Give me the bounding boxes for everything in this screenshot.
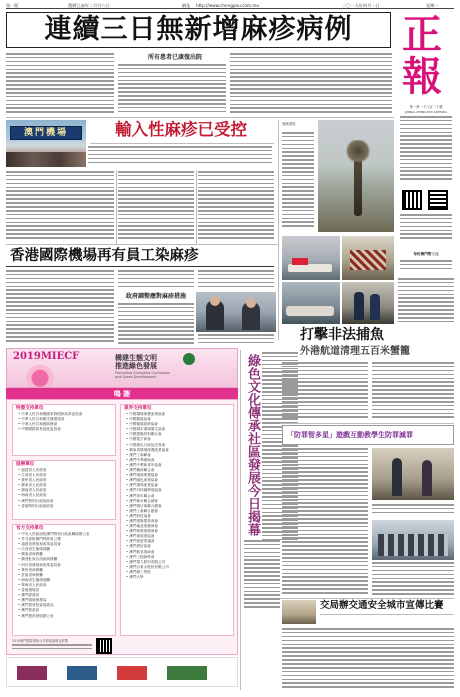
sponsor-item: • 澳門廠商聯合會 xyxy=(126,468,155,473)
sponsor-item: • 澳門街坊會聯合總會 xyxy=(126,503,162,508)
sponsor-item: • 四川省發展和改革委員會 xyxy=(18,562,61,567)
thanks-bar xyxy=(6,388,238,399)
sponsor-item: • 香港特別行政區政府 xyxy=(18,503,54,508)
section-official-title: 官方支持單位 xyxy=(16,526,44,531)
officers-photo xyxy=(342,282,394,324)
sponsor-item: • 貴州省人民政府 xyxy=(18,478,47,483)
section-industry-title: 業界支持單位 xyxy=(124,406,152,411)
airport-sign-text: 澳門機場 xyxy=(23,128,68,138)
issue-date: 二〇一九年四月一日 xyxy=(342,3,380,8)
miecf-logo: 2019MIECF xyxy=(13,351,80,362)
sponsor-item: • 江西省生態環境廳 xyxy=(18,547,51,552)
stem-photo-top xyxy=(372,448,454,500)
official-section xyxy=(12,524,116,636)
sponsor-item: • 海南省生態環境廳 xyxy=(18,577,51,582)
sponsor-item: • 澳門地產業總商會 xyxy=(126,524,159,529)
sponsor-item: • 廣東省人民政府 xyxy=(18,483,47,488)
airport-photo xyxy=(6,120,86,167)
sponsor-item: • 江西省人民政府 xyxy=(18,473,47,478)
story-title-green: 綠色文化傳承社區發展今日揭幕 xyxy=(245,354,260,536)
harbor-photo-right xyxy=(342,236,394,280)
sponsor-item: • 雲南省商務廳 xyxy=(18,572,43,577)
miecf-footer-note: 2019澳門國際環保合作發展論壇及展覽 xyxy=(12,639,68,643)
miecf-slogan-2: 推進綠色發展 xyxy=(115,361,157,370)
sponsor-item: • 澳門工商聯會 xyxy=(126,452,151,457)
sponsor-item: • 澳門酒店協會 xyxy=(126,544,151,549)
sponsor-item: • 澳門綠色產業協會 xyxy=(126,478,159,483)
sponsor-item: • 澳門中華新青年協會 xyxy=(126,462,162,467)
miecf-banner xyxy=(6,348,238,388)
flower-icon xyxy=(25,365,55,387)
sponsor-item: • 澳門可持續發展協會 xyxy=(126,488,162,493)
website-link[interactable]: http://www.chengpou.com.mo xyxy=(196,3,260,8)
main-headline-text: 連續三日無新增麻疹病例 xyxy=(44,14,353,45)
sponsor-item: • 中國建築材料聯合會 xyxy=(126,432,162,437)
story-title-ready: 所有患者已康復出院 xyxy=(147,54,202,61)
sponsor-item: • 中國城市環境衛生協會 xyxy=(126,427,166,432)
sponsor-item: • 澳門電力股份有限公司 xyxy=(126,559,166,564)
sponsor-item: • 中華人民共和國國家發展和改革委員會 xyxy=(18,412,83,416)
sponsor-item: • 中國進出口商品交易會 xyxy=(126,442,166,447)
story-title-stem: 「防罪智多星」遊戲互動教學生防罪減罪 xyxy=(287,430,413,439)
sponsor-item: • 澳門貿易投資促進局 xyxy=(18,603,54,608)
sponsor-item: • 中國電子商會 xyxy=(126,437,151,442)
sponsor-item: • 澳門經濟局 xyxy=(18,593,40,598)
sponsor-item: • 中國循環經濟協會 xyxy=(126,422,159,427)
section-coop-title: 協辦單位 xyxy=(16,462,35,467)
sponsor-item: • 澳門自來水股份有限公司 xyxy=(126,564,169,569)
sponsor-item: • 海南省人民政府 xyxy=(18,493,47,498)
sponsor-item: • 澳門物業管理商會 xyxy=(126,529,159,534)
weekday: 星期一 xyxy=(426,3,439,8)
sponsor-item: • 中國環境保護產業協會 xyxy=(126,412,166,416)
sponsor-item: • 澳門旅遊局 xyxy=(18,608,40,613)
story-title-hk-airport: 香港國際機場再有員工染麻疹 xyxy=(10,247,199,264)
miecf-slogan-en-2: and Green Development xyxy=(115,375,157,379)
sponsor-item: • 澳門飲食業商會 xyxy=(126,549,155,554)
sponsor-item: • 中國國際貿易促進委員會 xyxy=(18,427,61,432)
thanks-title: 鳴 謝 xyxy=(113,389,131,398)
page-number: 第一版 xyxy=(6,3,19,8)
sponsor-item: • 澳門會展業協會 xyxy=(126,534,155,539)
sponsor-item: • 中華人民共和國生態環境部 xyxy=(18,417,65,422)
sponsor-item: • 廣東省商務廳 xyxy=(18,552,43,557)
qr-code[interactable] xyxy=(402,190,422,210)
price: 每份澳門幣三元 xyxy=(413,252,439,256)
sponsor-item: • 福建省人民政府 xyxy=(18,468,47,472)
sponsor-item: • 澳門環保產業協會 xyxy=(126,483,159,488)
miecf-slogan-en-1: Promoting Ecological Civilization xyxy=(115,371,171,375)
miecf-slogan-1: 構建生態文明 xyxy=(115,353,157,362)
section-special-title: 特邀支持單位 xyxy=(16,406,44,411)
sponsor-logos xyxy=(6,657,238,687)
sponsor-item: • 貴州省商務廳 xyxy=(18,567,43,572)
main-headline xyxy=(6,12,391,48)
sponsor-item: • 澳門工程師學會 xyxy=(126,554,155,559)
sponsor-item: • 澳門環境保護局 xyxy=(18,598,47,603)
sponsor-item: • 香港環境局 xyxy=(18,588,40,593)
logo: 正 報 xyxy=(402,11,442,100)
story-title-govt: 政府調整應對麻疹措施 xyxy=(125,293,186,300)
coop-section xyxy=(12,460,116,520)
sponsor-item: • 廣東省環境保護產業協會 xyxy=(126,447,169,452)
press-conference-photo xyxy=(196,292,276,332)
org-name: JORNAL CHENG POU LIMITADA xyxy=(404,110,448,114)
special-support-section xyxy=(12,404,116,456)
story-title-traffic: 交局辦交通安全城市宣傳比賽 xyxy=(320,600,444,611)
issue-number: 第一萬一千八百二十號 xyxy=(409,105,443,109)
sponsor-item: • 中央人民政府駐澳門特別行政區聯絡辦公室 xyxy=(18,532,90,536)
emblem-icon xyxy=(183,353,195,365)
top-bar xyxy=(6,2,454,9)
stem-title-box xyxy=(282,425,454,445)
sponsor-item: • 中國節能協會 xyxy=(126,417,151,422)
sponsor-item: • 外交部駐澳門特派員公署 xyxy=(18,537,61,542)
wetland-photo xyxy=(318,120,394,232)
sponsor-item: • 湖南省人民政府 xyxy=(18,488,47,493)
miecf-qr-code[interactable] xyxy=(96,638,112,654)
sponsor-item: • 澳門科技協會 xyxy=(126,513,151,518)
environment-caption: 漁港環境 xyxy=(282,122,296,126)
sponsor-item: • 澳門大學 xyxy=(126,575,144,579)
sponsor-item: • 澳門婦女聯合總會 xyxy=(126,498,159,503)
sponsor-item: • 澳門建築置業商會 xyxy=(126,518,159,523)
sponsor-item: • 福建省發展和改革委員會 xyxy=(18,542,61,547)
sponsor-item: • 中華人民共和國商務部 xyxy=(18,422,58,427)
sponsor-item: • 珠海市人民政府 xyxy=(18,582,47,587)
industry-section xyxy=(120,404,234,636)
traffic-photo xyxy=(282,600,316,624)
lunar-date: 農曆己亥年二月廿六日 xyxy=(68,3,110,8)
stem-photo-bottom xyxy=(372,520,454,560)
sponsor-item: • 廣西壯族自治區商務廳 xyxy=(18,557,58,562)
sponsor-item: • 澳門環境保護協會 xyxy=(126,473,159,478)
sponsor-item: • 澳門工會聯合總會 xyxy=(126,508,159,513)
sponsor-item: • 澳門特別行政區政府 xyxy=(18,498,54,503)
url-label: 網址 xyxy=(182,3,191,8)
story-title-import: 輸入性麻疹已受控 xyxy=(115,120,247,139)
story-title-fishing: 打擊非法捕魚 xyxy=(300,327,384,343)
sponsor-item: • 澳門青年聯合會 xyxy=(126,493,155,498)
harbor-photo-left xyxy=(282,236,340,280)
sponsor-item: • 澳門理工學院 xyxy=(126,569,151,574)
qr-code[interactable] xyxy=(428,190,448,210)
boat-photo xyxy=(282,282,340,324)
masthead xyxy=(396,12,456,274)
sponsor-item: • 澳門建設發展辦公室 xyxy=(18,613,54,618)
sponsor-item: • 澳門中華總商會 xyxy=(126,457,155,462)
sponsor-item: • 澳門旅遊業議會 xyxy=(126,539,155,544)
story-subtitle-fishing: 外港航道清理五百米蟹籠 xyxy=(300,346,410,357)
